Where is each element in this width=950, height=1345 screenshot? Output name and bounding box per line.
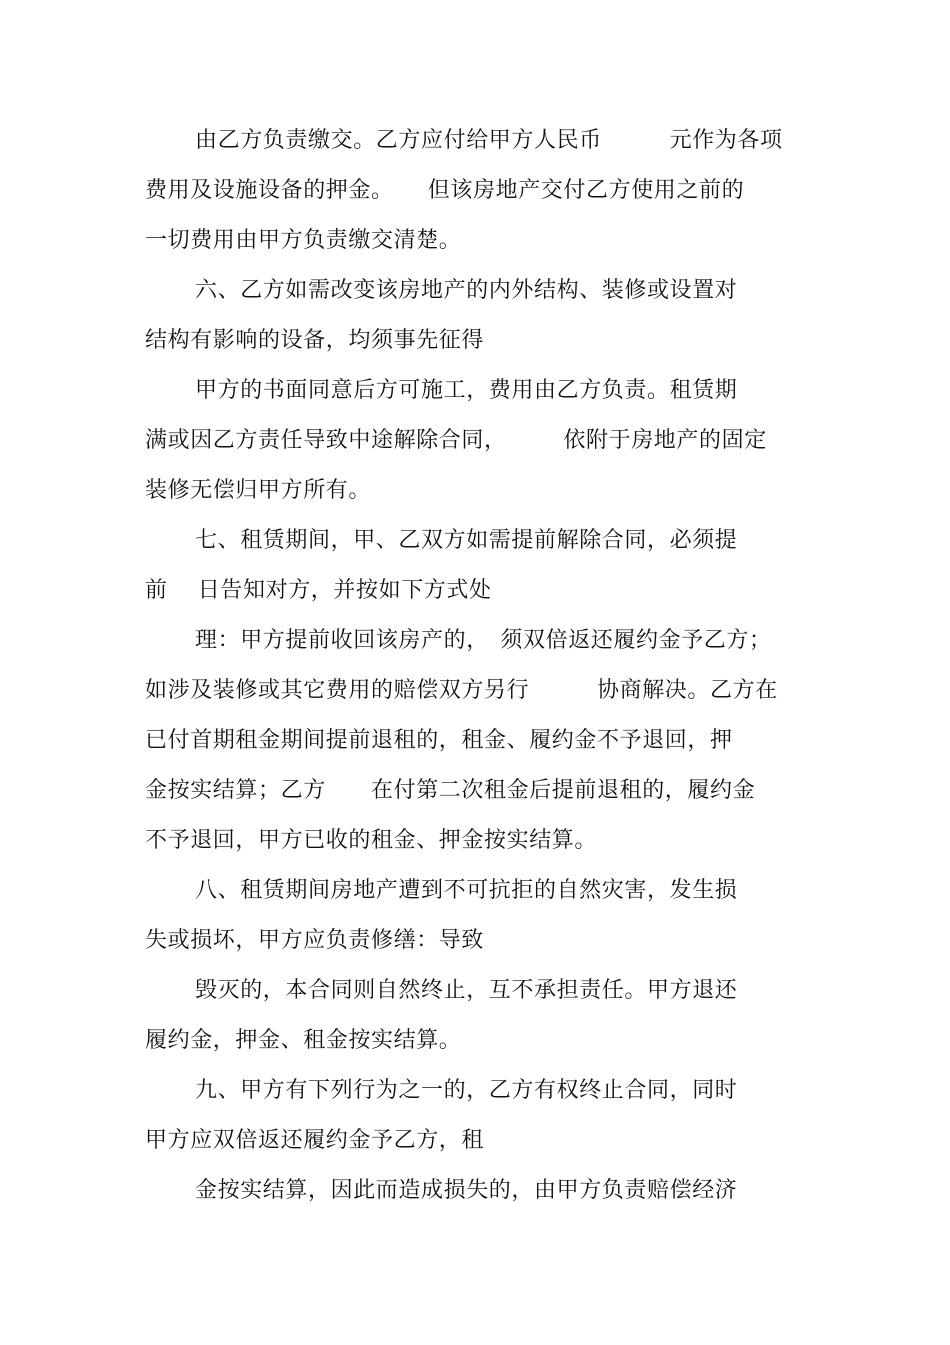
text-line: 前 日告知对方，并按如下方式处 — [145, 578, 492, 603]
text-line: 甲方的书面同意后方可施工，费用由乙方负责。租赁期 — [195, 378, 738, 403]
text-line: 一切费用由甲方负责缴交清楚。 — [145, 228, 462, 253]
text-line: 失或损坏，甲方应负责修缮：导致 — [145, 928, 485, 953]
text-line: 费用及设施设备的押金。 但该房地产交付乙方使用之前的 — [145, 178, 745, 203]
text-line: 履约金，押金、租金按实结算。 — [145, 1028, 462, 1053]
text-line: 七、租赁期间，甲、乙双方如需提前解除合同，必须提 — [195, 528, 738, 553]
text-line: 甲方应双倍返还履约金予乙方，租 — [145, 1128, 485, 1153]
text-line: 如涉及装修或其它费用的赔偿双方另行 协商解决。乙方在 — [145, 678, 778, 703]
text-line: 结构有影响的设备，均须事先征得 — [145, 328, 485, 353]
text-line: 已付首期租金期间提前退租的，租金、履约金不予退回，押 — [145, 728, 733, 753]
text-line: 九、甲方有下列行为之一的，乙方有权终止合同，同时 — [195, 1078, 738, 1103]
text-line: 金按实结算，因此而造成损失的，由甲方负责赔偿经济 — [195, 1178, 738, 1203]
text-line: 由乙方负责缴交。乙方应付给甲方人民币 元作为各项 — [195, 128, 783, 153]
text-line: 满或因乙方责任导致中途解除合同， 依附于房地产的固定 — [145, 428, 767, 453]
text-line: 八、租赁期间房地产遭到不可抗拒的自然灾害，发生损 — [195, 878, 738, 903]
text-line: 六、乙方如需改变该房地产的内外结构、装修或设置对 — [195, 278, 738, 303]
text-line: 不予退回，甲方已收的租金、押金按实结算。 — [145, 828, 598, 853]
text-line: 装修无偿归甲方所有。 — [145, 478, 372, 503]
text-line: 理：甲方提前收回该房产的， 须双倍返还履约金予乙方； — [195, 628, 772, 653]
text-line: 金按实结算；乙方 在付第二次租金后提前退租的，履约金 — [145, 778, 756, 803]
text-line: 毁灭的，本合同则自然终止，互不承担责任。甲方退还 — [195, 978, 738, 1003]
